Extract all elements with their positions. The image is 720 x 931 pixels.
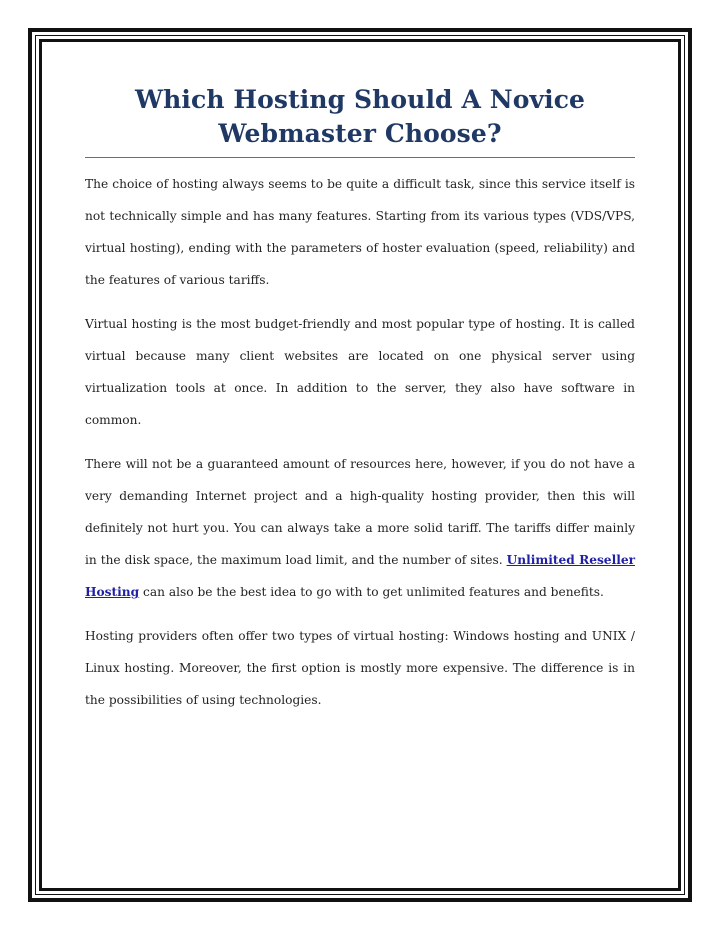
paragraph-2: Virtual hosting is the most budget-friendly and most popular type of hosting. It is called virtual because many client websites are located on one physical server using virtualization tools at once. In addition to the server, they also have software in common. [85,317,635,427]
paragraph-3-text-after: can also be the best idea to go with to get unlimited features and benefits. [139,585,604,599]
paragraph-1: The choice of hosting always seems to be quite a difficult task, since this service itself is not technically simple and has many features. Starting from its various types (VDS/VPS, virtual hosting), ending with the parameters of hoster evaluation (speed, reliability) and the features of various tariffs. [85,177,635,287]
paragraph-3-text-before: There will not be a guaranteed amount of resources here, however, if you do not have a very demanding Internet project and a high-quality hosting provider, then this will definitely not hurt you. You can always take a more solid tariff. The tariffs differ mainly in the disk space, the maximum load limit, and the number of sites. [85,457,635,567]
paragraph-3 [85,448,635,608]
paragraph-4: Hosting providers often offer two types of virtual hosting: Windows hosting and UNIX / Linux hosting. Moreover, the first option is mostly more expensive. The difference is in the possibilities of using technologies. [85,629,635,707]
document-body [85,83,635,716]
unlimited-reseller-hosting-link[interactable]: Unlimited Reseller Hosting [85,553,636,599]
document-title: Which Hosting Should A Novice Webmaster Choose? [85,83,635,158]
